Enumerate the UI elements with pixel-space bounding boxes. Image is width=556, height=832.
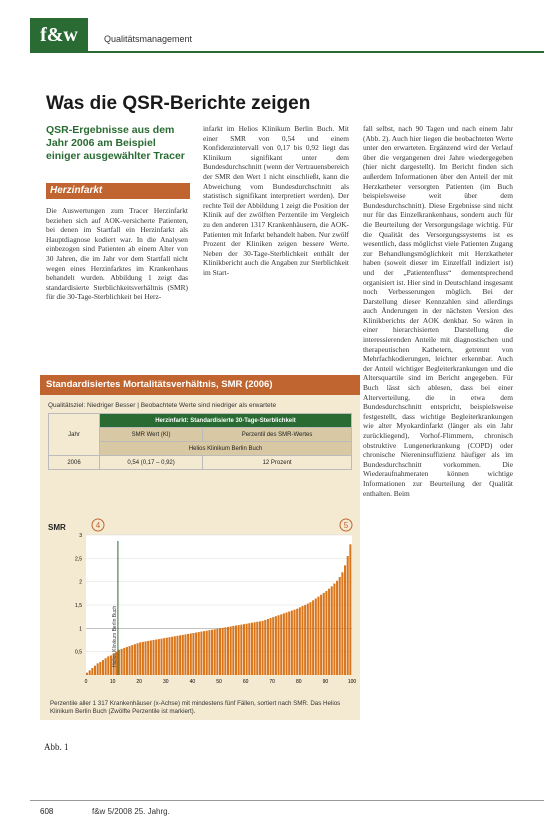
smr-bar (192, 633, 194, 675)
smr-bar (126, 647, 128, 675)
smr-bar (211, 630, 213, 675)
smr-bar (147, 641, 149, 675)
smr-bar (198, 632, 200, 675)
smr-bar (280, 614, 282, 675)
x-tick-label: 30 (163, 679, 169, 685)
smr-bar (123, 648, 125, 675)
section-title: Qualitätsmanagement (104, 34, 193, 44)
smr-bar (339, 577, 341, 675)
smr-axis-label: SMR (48, 523, 66, 532)
smr-bar (331, 586, 333, 675)
smr-bar (206, 631, 208, 675)
smr-bar (163, 638, 165, 675)
smr-bar (317, 597, 319, 675)
smr-bar (251, 623, 253, 675)
smr-bar (235, 626, 237, 675)
bottom-rule (30, 800, 544, 801)
chart-caption: Perzentile aller 1 317 Krankenhäuser (x-Achse) mit mindestens fünf Fällen, sortiert nach SMR. Das Helios Klinikum Berlin Buch (Zwölfte Perzentile ist markiert). (50, 700, 341, 715)
smr-bar (121, 649, 123, 675)
smr-bar (131, 645, 133, 675)
smr-bar (160, 639, 162, 675)
smr-bar (222, 628, 224, 675)
smr-cell (100, 456, 203, 470)
smr-bar (336, 581, 338, 675)
y-tick-label: 1 (79, 626, 82, 633)
y-tick-label: 3 (79, 533, 82, 539)
smr-bar (158, 639, 160, 675)
x-tick-label: 70 (269, 679, 275, 685)
x-tick-label: 60 (242, 679, 249, 685)
smr-bar (94, 666, 96, 675)
ci-value: (0,17 – 0,92) (140, 459, 175, 466)
smr-bar (264, 620, 266, 675)
smr-bar (195, 633, 197, 675)
result-table (48, 413, 352, 470)
smr-bar (139, 642, 141, 675)
smr-bar (323, 593, 325, 675)
smr-bar (166, 638, 168, 675)
page-number: 608 (40, 807, 54, 816)
smr-bar (325, 591, 327, 675)
smr-bar (91, 668, 93, 675)
col-year-header: Jahr (49, 414, 100, 456)
smr-bar (105, 658, 107, 675)
smr-bar (171, 637, 173, 675)
smr-bar (174, 636, 176, 675)
col-perc-header: Perzentil des SMR-Wertes (203, 428, 352, 442)
smr-bar (304, 605, 306, 675)
headline: Was die QSR-Berichte zeigen (46, 93, 311, 114)
smr-bar (134, 644, 136, 675)
smr-bar (150, 640, 152, 675)
smr-bar (214, 629, 216, 675)
smr-bar (240, 625, 242, 675)
smr-bar (256, 622, 258, 675)
smr-bar (176, 636, 178, 675)
smr-bar (296, 609, 298, 675)
smr-bar (288, 612, 290, 675)
smr-bar (315, 598, 317, 675)
smr-bar (89, 670, 91, 675)
logo: f&w (30, 18, 88, 52)
smr-bar (341, 572, 343, 675)
smr-bar (309, 602, 311, 675)
smr-bar (333, 584, 335, 675)
smr-bar (145, 641, 147, 675)
smr-bar (259, 621, 261, 675)
smr-bar-chart (58, 521, 358, 700)
column-1: Die Auswertungen zum Tracer Herzinfarkt beziehen sich auf AOK-versicherte Patienten, bei denen im Startfall ein Herzinfarkt als Hauptdiagnose kodiert war. In die Analysen einbezogen sind Patienten ab einem Alter von 30 Jahren, die im Jahr vor dem Startfall nicht wegen eines Herzinfarktes im Krankenhaus behandelt wurden. Abbildung 1 zeigt das standardisierte Sterblichkeitsverhältnis (SMR) für die 30-Tage-Sterblichkeit bei Herz- (46, 206, 188, 302)
smr-bar (307, 604, 309, 675)
smr-bar (262, 621, 264, 675)
topic-tag: Herzinfarkt (46, 183, 190, 199)
smr-bar (179, 635, 181, 675)
smr-bar (283, 613, 285, 675)
smr-bar (246, 624, 248, 675)
smr-bar (102, 660, 104, 675)
smr-bar (344, 565, 346, 675)
smr-bar (219, 628, 221, 675)
subhead: QSR-Ergebnisse aus dem Jahr 2006 am Beispiel einiger ausgewählter Tracer (46, 124, 185, 162)
col-smr-header: SMR Wert (KI) (100, 428, 203, 442)
smr-bar (267, 619, 269, 675)
x-tick-label: 90 (322, 679, 329, 685)
smr-bar (142, 642, 144, 675)
chart-title: Standardisiertes Mortalitätsverhältnis, SMR (2006) (40, 375, 360, 395)
smr-bar (182, 635, 184, 675)
y-tick-label: 1,5 (75, 603, 82, 609)
smr-bar (320, 595, 322, 675)
smr-bar (291, 611, 293, 675)
chart-panel (40, 375, 360, 720)
smr-bar (224, 627, 226, 675)
column-3: fall selbst, nach 90 Tagen und nach einem Jahr (Abb. 2). Auch hier liegen die beobachteten Werte unter den erwarteten. Ergänzend wird der Verlauf über die vergangenen drei Jahre wiedergegeben (hier nicht dargestellt). Im Bericht finden sich außerdem Informationen über den Anteil der mit Herzkatheter versorgten Patienten (im Buch beispielsweise weit über dem Bundesdurchschnitt). Diese Ergebnisse sind nicht nur für das Einzelkrankenhaus, sondern auch für die Beurteilung der Versorgungslage wichtig. Für die Qualität des Versorgungssystems ist es wesentlich, dass möglichst viele Patienten Zugang zur Behandlungsmöglichkeit mit Herzkatheter haben (soweit dieser im Einzelfall indiziert ist) und der „Patientenfluss“ dementsprechend organisiert ist. Hier sind in Deutschland insgesamt noch Verbesserungen möglich. Bei der Darstellung dieser Kennzahlen sind allerdings auch Änderungen in der nächsten Version des Klinikberichts der AOK denkbar. So wären in einer hierarchisierten Darstellung die interessierenden Anteile mit diagnostischen und therapeutischen Kathetern, getrennt von Mehrfachkodierungen, leichter erkennbar. Auch der Anteil wichtiger Begleiterkrankungen und die Altersquartile sind im Bericht angegeben. Für Buch lässt sich ablesen, dass bei einer Alterverteilung, die in etwa dem Bundesdurchschnitt entspricht, beispielsweise festgestellt, dass wichtige Begleiterkrankungen wie alter Myokardinfarkt (länger als ein Jahr zurückliegend), Vorhof-Flimmern, chronisch obstruktive Lungenerkrankung (COPD) oder chronische Niereninsuffizienz häufiger als im Bundesdurchschnitt vorkommen. Die Wiederaufnahmeraten können wichtige Informationen zur Beurteilung der Qualität enthalten. Beim (363, 124, 513, 498)
smr-bar (301, 606, 303, 675)
clinic-name: Helios Klinikum Berlin Buch (100, 442, 352, 456)
y-tick-label: 2 (79, 579, 82, 586)
smr-bar (168, 637, 170, 675)
smr-bar (107, 656, 109, 675)
smr-bar (184, 634, 186, 675)
smr-bar (238, 625, 240, 675)
figure-label: Abb. 1 (44, 742, 69, 752)
smr-bar (275, 616, 277, 675)
smr-bar (347, 556, 349, 675)
smr-bar (227, 627, 229, 675)
marker-left-label: 4 (95, 521, 101, 530)
smr-bar (272, 617, 274, 675)
x-tick-label: 20 (136, 679, 142, 685)
smr-bar (254, 622, 256, 675)
journal-info: f&w 5/2008 25. Jahrg. (92, 807, 170, 816)
perc-cell: 12 Prozent (203, 456, 352, 470)
smr-bar (153, 640, 155, 675)
smr-bar (216, 629, 218, 675)
smr-bar (190, 633, 192, 675)
table-header: Herzinfarkt: Standardisierte 30-Tage-Sterblichkeit (100, 414, 352, 428)
y-tick-label: 2,5 (75, 556, 82, 563)
smr-bar (129, 646, 131, 675)
smr-bar (312, 600, 314, 675)
smr-bar (278, 615, 280, 675)
smr-bar (286, 612, 288, 675)
x-tick-label: 80 (296, 679, 302, 685)
smr-bar (86, 673, 88, 675)
x-tick-label: 100 (347, 679, 357, 685)
marker-right-label: 5 (343, 521, 349, 530)
smr-bar (97, 663, 99, 675)
smr-bar (99, 662, 101, 675)
x-tick-label: 50 (216, 679, 222, 685)
y-tick-label: 0,5 (75, 649, 82, 656)
smr-bar (200, 632, 202, 675)
chart-note: Qualitätsziel: Niedriger Besser | Beobachtete Werte sind niedriger als erwartete (48, 402, 277, 409)
year-cell: 2006 (49, 456, 100, 470)
top-rule (30, 51, 544, 53)
smr-bar (248, 623, 250, 675)
column-2: infarkt im Helios Klinikum Berlin Buch. Mit einer SMR von 0,54 und einem Konfidenzintervall von 0,17 bis 0,92 liegt das Klinikum signifikant unter dem Bundesdurchschnitt (wenn der Vertrauensbereich der SMR den Wert 1 nicht einschließt, kann die Abweichung vom Bundesdurchschnitt als statistisch signifikant interpretiert werden). Der rechte Teil der Abbildung 1 zeigt die Position der Klinik auf der zwölften Perzentile im Vergleich zu den anderen 1317 Krankenhäusern, die AOK-Patienten mit Infarkt behandelt haben. Nur zwölf Prozent der Kliniken zeigen bessere Werte. Neben der 30-Tage-Sterblichkeit enthält der Klinikbericht auch die Angaben zur Sterblichkeit im Start- (203, 124, 349, 277)
x-tick-label: 40 (189, 679, 196, 685)
smr-bar (155, 640, 157, 675)
smr-bar (243, 624, 245, 675)
smr-bar (187, 634, 189, 675)
clinic-marker-label: Helios Klinikum Berlin Buch (111, 605, 118, 667)
smr-bar (299, 607, 301, 675)
smr-bar (230, 626, 232, 675)
smr-bar (208, 630, 210, 675)
smr-value: 0,54 (127, 459, 140, 466)
smr-bar (328, 589, 330, 675)
smr-bar (270, 618, 272, 675)
smr-bar (137, 643, 139, 675)
smr-bar (349, 544, 351, 675)
smr-bar (232, 626, 234, 675)
smr-bar (203, 631, 205, 675)
smr-bar (293, 610, 295, 675)
x-tick-label: 0 (84, 679, 88, 685)
x-tick-label: 10 (109, 679, 116, 685)
